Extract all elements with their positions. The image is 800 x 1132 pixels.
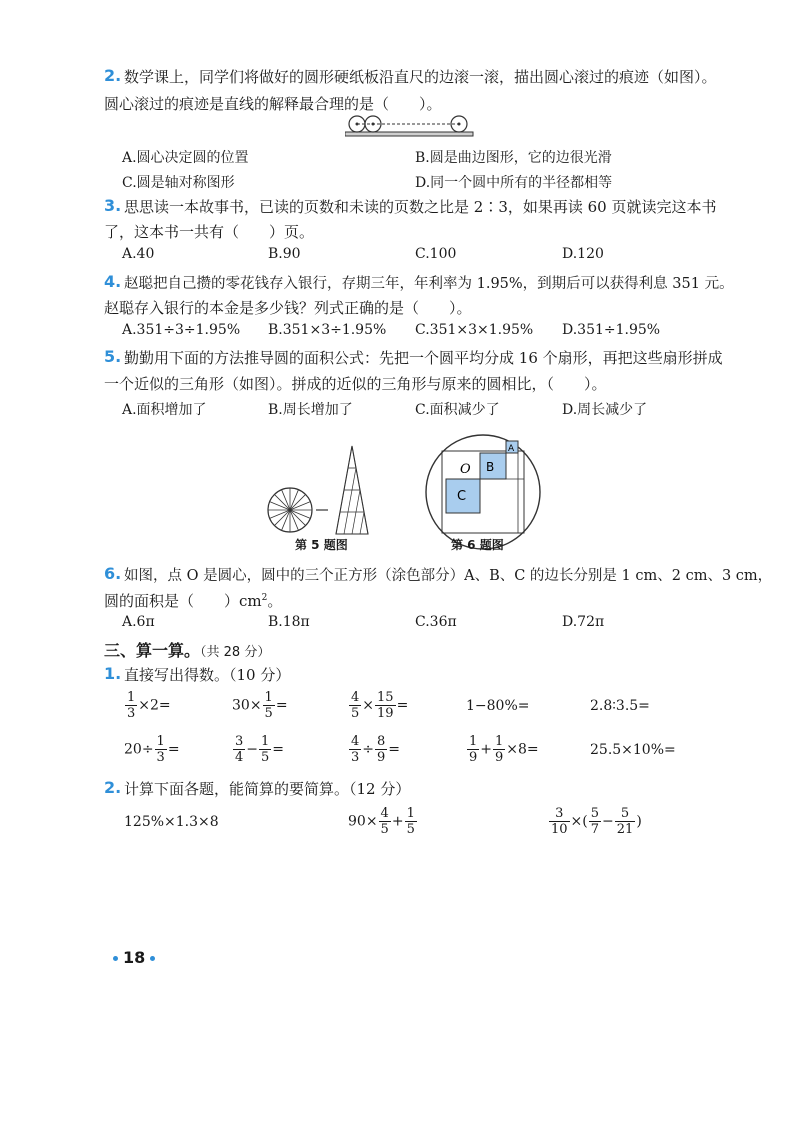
figure-5-caption: 第 5 题图 [295,538,348,552]
q5-option-b[interactable]: B.周长增加了 [268,402,353,418]
figure-6-circle-squares [424,433,542,551]
question-2-text-cont: 圆心滚过的痕迹是直线的解释最合理的是（ ）。 [104,95,442,113]
bullet-dot-icon [150,956,155,961]
calc1-r2-e5: 25.5×10%= [590,742,676,758]
calc1-r1-e2: 30× $\frac{1}{5}$ = [232,690,288,721]
calc1-r1-e5: 2.8∶3.5= [590,698,650,714]
q4-option-b[interactable]: B.351×3÷1.95% [268,322,387,338]
q3-option-a[interactable]: A.40 [122,246,155,262]
sectored-circle [268,488,312,532]
question-6-text: 如图，点 O 是圆心，圆中的三个正方形（涂色部分）A、B、C 的边长分别是 1 cm、2 cm、3 cm， [124,568,773,584]
calc1-r1-e4: 1−80%= [466,698,530,714]
sector-line [274,494,290,510]
q4-option-c[interactable]: C.351×3×1.95% [415,322,534,338]
question-4-number: 4. [104,272,122,291]
question-5-text-cont: 一个近似的三角形（如图）。拼成的近似的三角形与原来的圆相比，（ ）。 [104,375,607,393]
calc-1-number: 1. [104,664,122,683]
q2-option-d[interactable]: D.同一个圆中所有的半径都相等 [415,175,613,191]
ruler [345,132,473,136]
q3-option-c[interactable]: C.100 [415,246,457,262]
label-o: O [460,462,471,477]
figure-5-circle-to-triangle [266,442,376,538]
label-b: B [486,460,495,474]
calc2-e3: $\frac{3}{10}$ ×( $\frac{5}{7}$ − $\frac{5}{21}$ ) [551,806,642,837]
q6-option-a[interactable]: A.6π [122,614,155,630]
label-c: C [457,489,467,504]
calc-2-title: 计算下面各题，能简算的要简算。（12 分） [124,780,411,798]
q2-option-b[interactable]: B.圆是曲边图形，它的边很光滑 [415,150,612,166]
q5-option-c[interactable]: C.面积减少了 [415,402,500,418]
bullet-dot-icon [113,956,118,961]
label-a: A [508,444,515,454]
question-2-text: 数学课上，同学们将做好的圆形硬纸板沿直尺的边滚一滚，描出圆心滚过的痕迹（如图）。 [124,68,717,86]
section-3-heading: 三、算一算。（共 28 分） [104,641,271,660]
q3-option-d[interactable]: D.120 [562,246,604,262]
question-4-text-cont: 赵聪存入银行的本金是多少钱？列式正确的是（ ）。 [104,299,472,317]
question-5-text: 勤勤用下面的方法推导圆的面积公式：先把一个圆平均分成 16 个扇形，再把这些扇形拼成 [124,349,723,367]
calc1-r2-e2: $\frac{3}{4}$ − $\frac{1}{5}$ = [235,734,285,765]
question-3-text: 思思读一本故事书，已读的页数和未读的页数之比是 2∶3，如果再读 60 页就读完这本书 [124,198,717,216]
sector-line [290,510,306,526]
question-6-number: 6. [104,564,122,583]
q3-option-b[interactable]: B.90 [268,246,301,262]
rolling-circle-figure [345,112,475,140]
q6-option-c[interactable]: C.36π [415,614,457,630]
question-3-number: 3. [104,196,122,215]
calc-2-number: 2. [104,778,122,797]
question-4-text: 赵聪把自己攒的零花钱存入银行，存期三年，年利率为 1.95%，到期后可以获得利息 351 元。 [124,276,734,292]
q2-option-a[interactable]: A.圆心决定圆的位置 [122,150,249,166]
approximate-triangle [336,446,368,534]
question-3-text-cont: 了，这本书一共有（ ）页。 [104,223,315,241]
q2-option-c[interactable]: C.圆是轴对称图形 [122,175,235,191]
calc1-r2-e1: 20÷ $\frac{1}{3}$ = [124,734,180,765]
q6-option-b[interactable]: B.18π [268,614,310,630]
calc2-e1: 125%×1.3×8 [124,814,219,830]
figure-6-caption: 第 6 题图 [451,538,504,552]
sector-line [290,494,306,510]
calc1-r2-e3: $\frac{4}{3}$ ÷ $\frac{8}{9}$ = [351,734,401,765]
q6-option-d[interactable]: D.72π [562,614,605,630]
question-2-number: 2. [104,66,122,85]
q5-option-d[interactable]: D.周长减少了 [562,402,648,418]
q4-option-a[interactable]: A.351÷3÷1.95% [122,322,241,338]
calc1-r1-e3: $\frac{4}{5}$ × $\frac{15}{19}$ = [351,690,409,721]
page-number: 18 [108,948,160,967]
question-5-number: 5. [104,347,122,366]
q5-option-a[interactable]: A.面积增加了 [122,402,207,418]
sector-line [274,510,290,526]
calc2-e2: 90× $\frac{4}{5}$ + $\frac{1}{5}$ [348,806,415,837]
calc1-r2-e4: $\frac{1}{9}$ + $\frac{1}{9}$ ×8= [469,734,539,765]
calc1-r1-e1: $\frac{1}{3}$ ×2= [127,690,171,721]
outer-circle [426,435,540,549]
question-6-text-cont: 圆的面积是（ ）$cm^2$。 [104,592,283,610]
q4-option-d[interactable]: D.351÷1.95% [562,322,661,338]
calc-1-title: 直接写出得数。（10 分） [124,666,291,684]
